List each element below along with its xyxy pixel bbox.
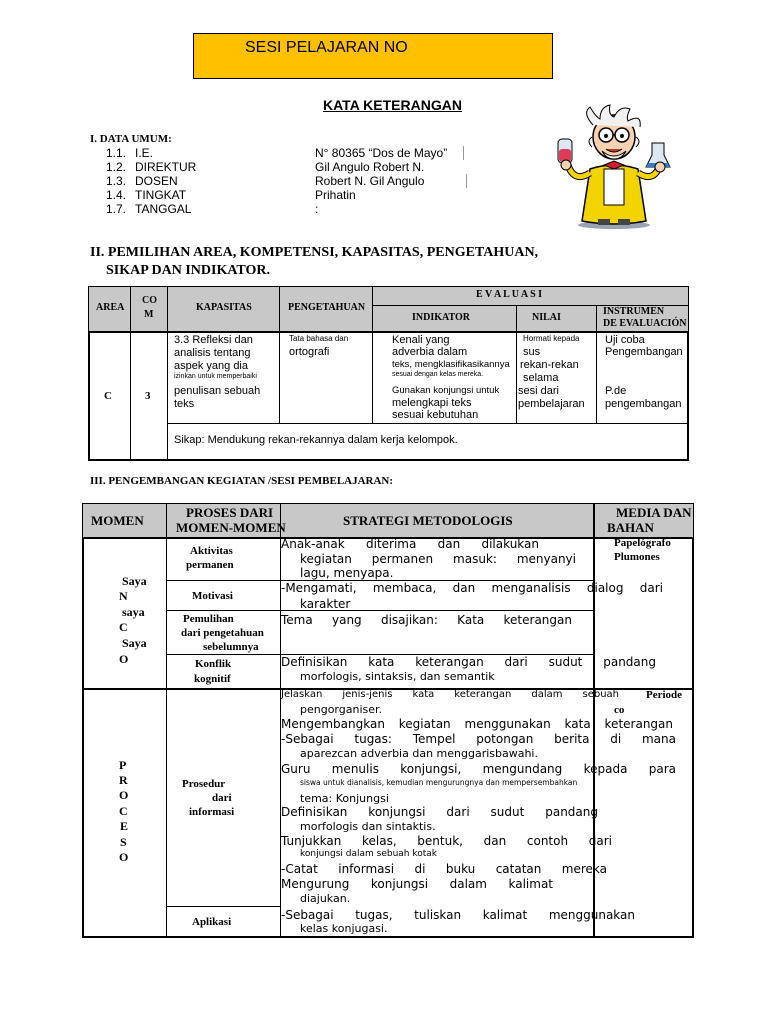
strategi-text: siswa untuk dianalisis, kemudian mengurungnya dan mempersembahkan xyxy=(300,778,578,787)
strategi-text: -Sebagai tugas, tuliskan kalimat menggunakan xyxy=(281,908,635,922)
section2-heading: II. PEMILIHAN AREA, KOMPETENSI, KAPASITAS, PENGETAHUAN, xyxy=(90,245,539,260)
nilai-text: rekan-rekan xyxy=(520,359,579,371)
proses-label: dari xyxy=(212,792,232,804)
momen-inicio: Saya xyxy=(122,574,147,588)
strategi-text: Mengembangkan kegiatan menggunakan kata keterangan xyxy=(281,717,673,731)
strategi-text: Definisikan konjungsi dari sudut pandang xyxy=(281,805,598,819)
instrumen-text: P.de xyxy=(605,385,627,397)
divider xyxy=(466,174,467,188)
com-value: 3 xyxy=(145,390,151,402)
instrumen-text: pengembangan xyxy=(605,398,682,410)
col-header-instrumen: INSTRUMEN xyxy=(603,306,665,317)
media-item: Periode xyxy=(646,689,683,701)
data-row-num: 1.4. xyxy=(106,188,127,202)
strategi-text: tema: Konjungsi xyxy=(300,792,389,805)
momen-proceso: E xyxy=(120,819,129,833)
data-row-label: TANGGAL xyxy=(135,202,192,216)
momen-proceso: O xyxy=(119,850,129,864)
page-title: KATA KETERANGAN xyxy=(323,97,462,113)
divider xyxy=(166,504,167,937)
momen-proceso: O xyxy=(119,788,129,802)
proses-label: Aplikasi xyxy=(192,916,232,928)
proses-label: Aktivitas xyxy=(190,545,233,557)
strategi-text: morfologis dan sintaktis. xyxy=(300,820,436,833)
momen-inicio: C xyxy=(119,620,128,634)
nilai-text: selama xyxy=(523,372,559,384)
data-row-value: : xyxy=(315,202,319,216)
data-row-label: I.E. xyxy=(135,146,154,160)
col-header-nilai: NILAI xyxy=(532,312,561,323)
proses-label: dari pengetahuan xyxy=(181,627,264,639)
indikator-text: teks, mengklasifikasikannya xyxy=(392,359,510,370)
data-row-value: N° 80365 “Dos de Mayo” xyxy=(315,146,448,160)
divider xyxy=(279,287,280,423)
divider xyxy=(166,610,593,611)
data-row-label: DIREKTUR xyxy=(135,160,197,174)
momen-proceso: R xyxy=(119,773,128,787)
proses-label: permanen xyxy=(186,559,234,571)
col-header-com: CO xyxy=(142,295,157,306)
divider xyxy=(167,423,689,424)
proses-label: informasi xyxy=(189,806,235,818)
proses-label: Pemulihan xyxy=(183,613,234,625)
divider xyxy=(596,306,597,423)
strategi-text: -Sebagai tugas: Tempel potongan berita di mana xyxy=(281,732,676,746)
strategi-text: Anak-anak diterima dan dilakukan xyxy=(281,537,539,551)
momen-inicio: N xyxy=(119,589,128,603)
pengetahuan-text: ortografi xyxy=(289,346,330,358)
divider xyxy=(516,306,517,423)
divider xyxy=(166,906,280,907)
strategi-text: Definisikan kata keterangan dari sudut pandang xyxy=(281,655,656,669)
momen-inicio: O xyxy=(119,652,129,666)
strategi-text: Mengurung konjungsi dalam kalimat xyxy=(281,877,553,891)
col-header-media: BAHAN xyxy=(607,520,654,535)
col-header-pengetahuan: PENGETAHUAN xyxy=(288,302,366,313)
indikator-text: Gunakan konjungsi untuk xyxy=(392,385,500,396)
data-row-value: Gil Angulo Robert N. xyxy=(315,160,425,174)
section2-heading-line2: SIKAP DAN INDIKATOR. xyxy=(106,263,271,278)
indikator-text: melengkapi teks xyxy=(392,397,472,409)
strategi-text: Tunjukkan kelas, bentuk, dan contoh dari xyxy=(281,834,612,848)
momen-proceso: S xyxy=(120,835,127,849)
nilai-text: Hormati kepada xyxy=(523,334,580,343)
col-header-evaluasi: E V A L U A S I xyxy=(476,289,543,300)
strategi-text: kelas konjugasi. xyxy=(300,922,388,935)
data-row-num: 1.3. xyxy=(106,174,127,188)
col-header-momen: MOMEN xyxy=(91,513,144,528)
col-header-area: AREA xyxy=(96,302,125,313)
pengetahuan-text: Tata bahasa dan xyxy=(289,334,349,343)
strategi-text: Guru menulis konjungsi, mengundang kepada para xyxy=(281,762,676,776)
strategi-text: lagu, menyapa. xyxy=(300,566,394,580)
kapasitas-text: aspek yang dia xyxy=(174,360,248,372)
media-item: Papelógrafo xyxy=(614,537,671,549)
section1-heading: I. DATA UMUM: xyxy=(90,133,172,145)
proses-label: sebelumnya xyxy=(203,641,259,653)
session-box-label: SESI PELAJARAN NO xyxy=(245,39,408,56)
nilai-text: sesi dari xyxy=(518,385,559,397)
col-header-indikator: INDIKATOR xyxy=(412,312,470,323)
instrumen-text: Pengembangan xyxy=(605,346,683,358)
instrumen-text: Uji coba xyxy=(605,334,645,346)
data-row-value: Prihatin xyxy=(315,188,356,202)
divider xyxy=(372,287,373,423)
kapasitas-text: izinkan untuk memperbaiki xyxy=(174,373,257,380)
strategi-text: kegiatan permanen masuk: menyanyi xyxy=(300,552,576,566)
proses-label: Prosedur xyxy=(182,778,226,790)
divider xyxy=(463,146,464,160)
media-item: co xyxy=(614,704,625,716)
data-row-label: TINGKAT xyxy=(135,188,187,202)
data-row-value: Robert N. Gil Angulo xyxy=(315,174,425,188)
strategi-text: -Catat informasi di buku catatan mereka xyxy=(281,862,607,876)
kapasitas-text: teks xyxy=(174,398,195,410)
strategi-text: Jelaskan jenis-jenis kata keterangan dalam sebuah xyxy=(281,689,619,700)
col-header-instrumen: DE EVALUACIÓN xyxy=(603,318,687,329)
col-header-proses: MOMEN-MOMEN xyxy=(176,520,286,535)
nilai-text: pembelajaran xyxy=(518,398,585,410)
col-header-proses: PROSES DARI xyxy=(186,505,274,520)
strategi-text: pengorganiser. xyxy=(300,703,383,716)
data-row-num: 1.1. xyxy=(106,146,127,160)
area-value: C xyxy=(104,390,112,402)
indikator-text: sesuai dengan kelas mereka. xyxy=(392,371,484,378)
strategi-text: aparezcan adverbia dan menggarisbawahi. xyxy=(300,747,538,760)
data-row-label: DOSEN xyxy=(135,174,178,188)
indikator-text: Kenali yang xyxy=(392,334,450,346)
kapasitas-text: penulisan sebuah xyxy=(174,385,261,397)
momen-proceso: C xyxy=(119,804,128,818)
col-header-media: MEDIA DAN xyxy=(616,505,692,520)
indikator-text: adverbia dalam xyxy=(392,346,468,358)
col-header-strategi: STRATEGI METODOLOGIS xyxy=(343,513,513,528)
momen-proceso: P xyxy=(119,758,127,772)
divider xyxy=(167,287,168,460)
col-header-kapasitas: KAPASITAS xyxy=(196,302,252,313)
sikap-text: Sikap: Mendukung rekan-rekannya dalam kerja kelompok. xyxy=(174,434,458,446)
strategi-text: morfologis, sintaksis, dan semantik xyxy=(300,670,495,683)
proses-label: Motivasi xyxy=(192,590,233,602)
media-item: Plumones xyxy=(614,551,660,563)
scientist-mascot-icon xyxy=(548,103,680,231)
kapasitas-text: analisis tentang xyxy=(174,347,251,359)
strategi-text: Tema yang disajikan: Kata keterangan xyxy=(281,613,572,627)
momen-inicio: Saya xyxy=(122,636,147,650)
divider xyxy=(130,287,131,460)
data-row-num: 1.2. xyxy=(106,160,127,174)
nilai-text: sus xyxy=(523,346,541,358)
data-row-num: 1.7. xyxy=(106,202,127,216)
kapasitas-text: 3.3 Refleksi dan xyxy=(174,334,253,346)
strategi-text: -Mengamati, membaca, dan menganalisis dialog dari xyxy=(281,581,663,595)
momen-inicio: saya xyxy=(122,605,145,619)
proses-label: Konflik xyxy=(195,658,232,670)
strategi-text: karakter xyxy=(300,597,351,611)
indikator-text: sesuai kebutuhan xyxy=(392,409,479,421)
col-header-com: M xyxy=(144,309,154,320)
strategi-text: diajukan. xyxy=(300,892,351,905)
strategi-text: konjungsi dalam sebuah kotak xyxy=(300,849,438,859)
section3-heading: III. PENGEMBANGAN KEGIATAN /SESI PEMBELAJARAN: xyxy=(90,475,394,487)
divider xyxy=(88,331,689,333)
proses-label: kognitif xyxy=(194,673,231,685)
